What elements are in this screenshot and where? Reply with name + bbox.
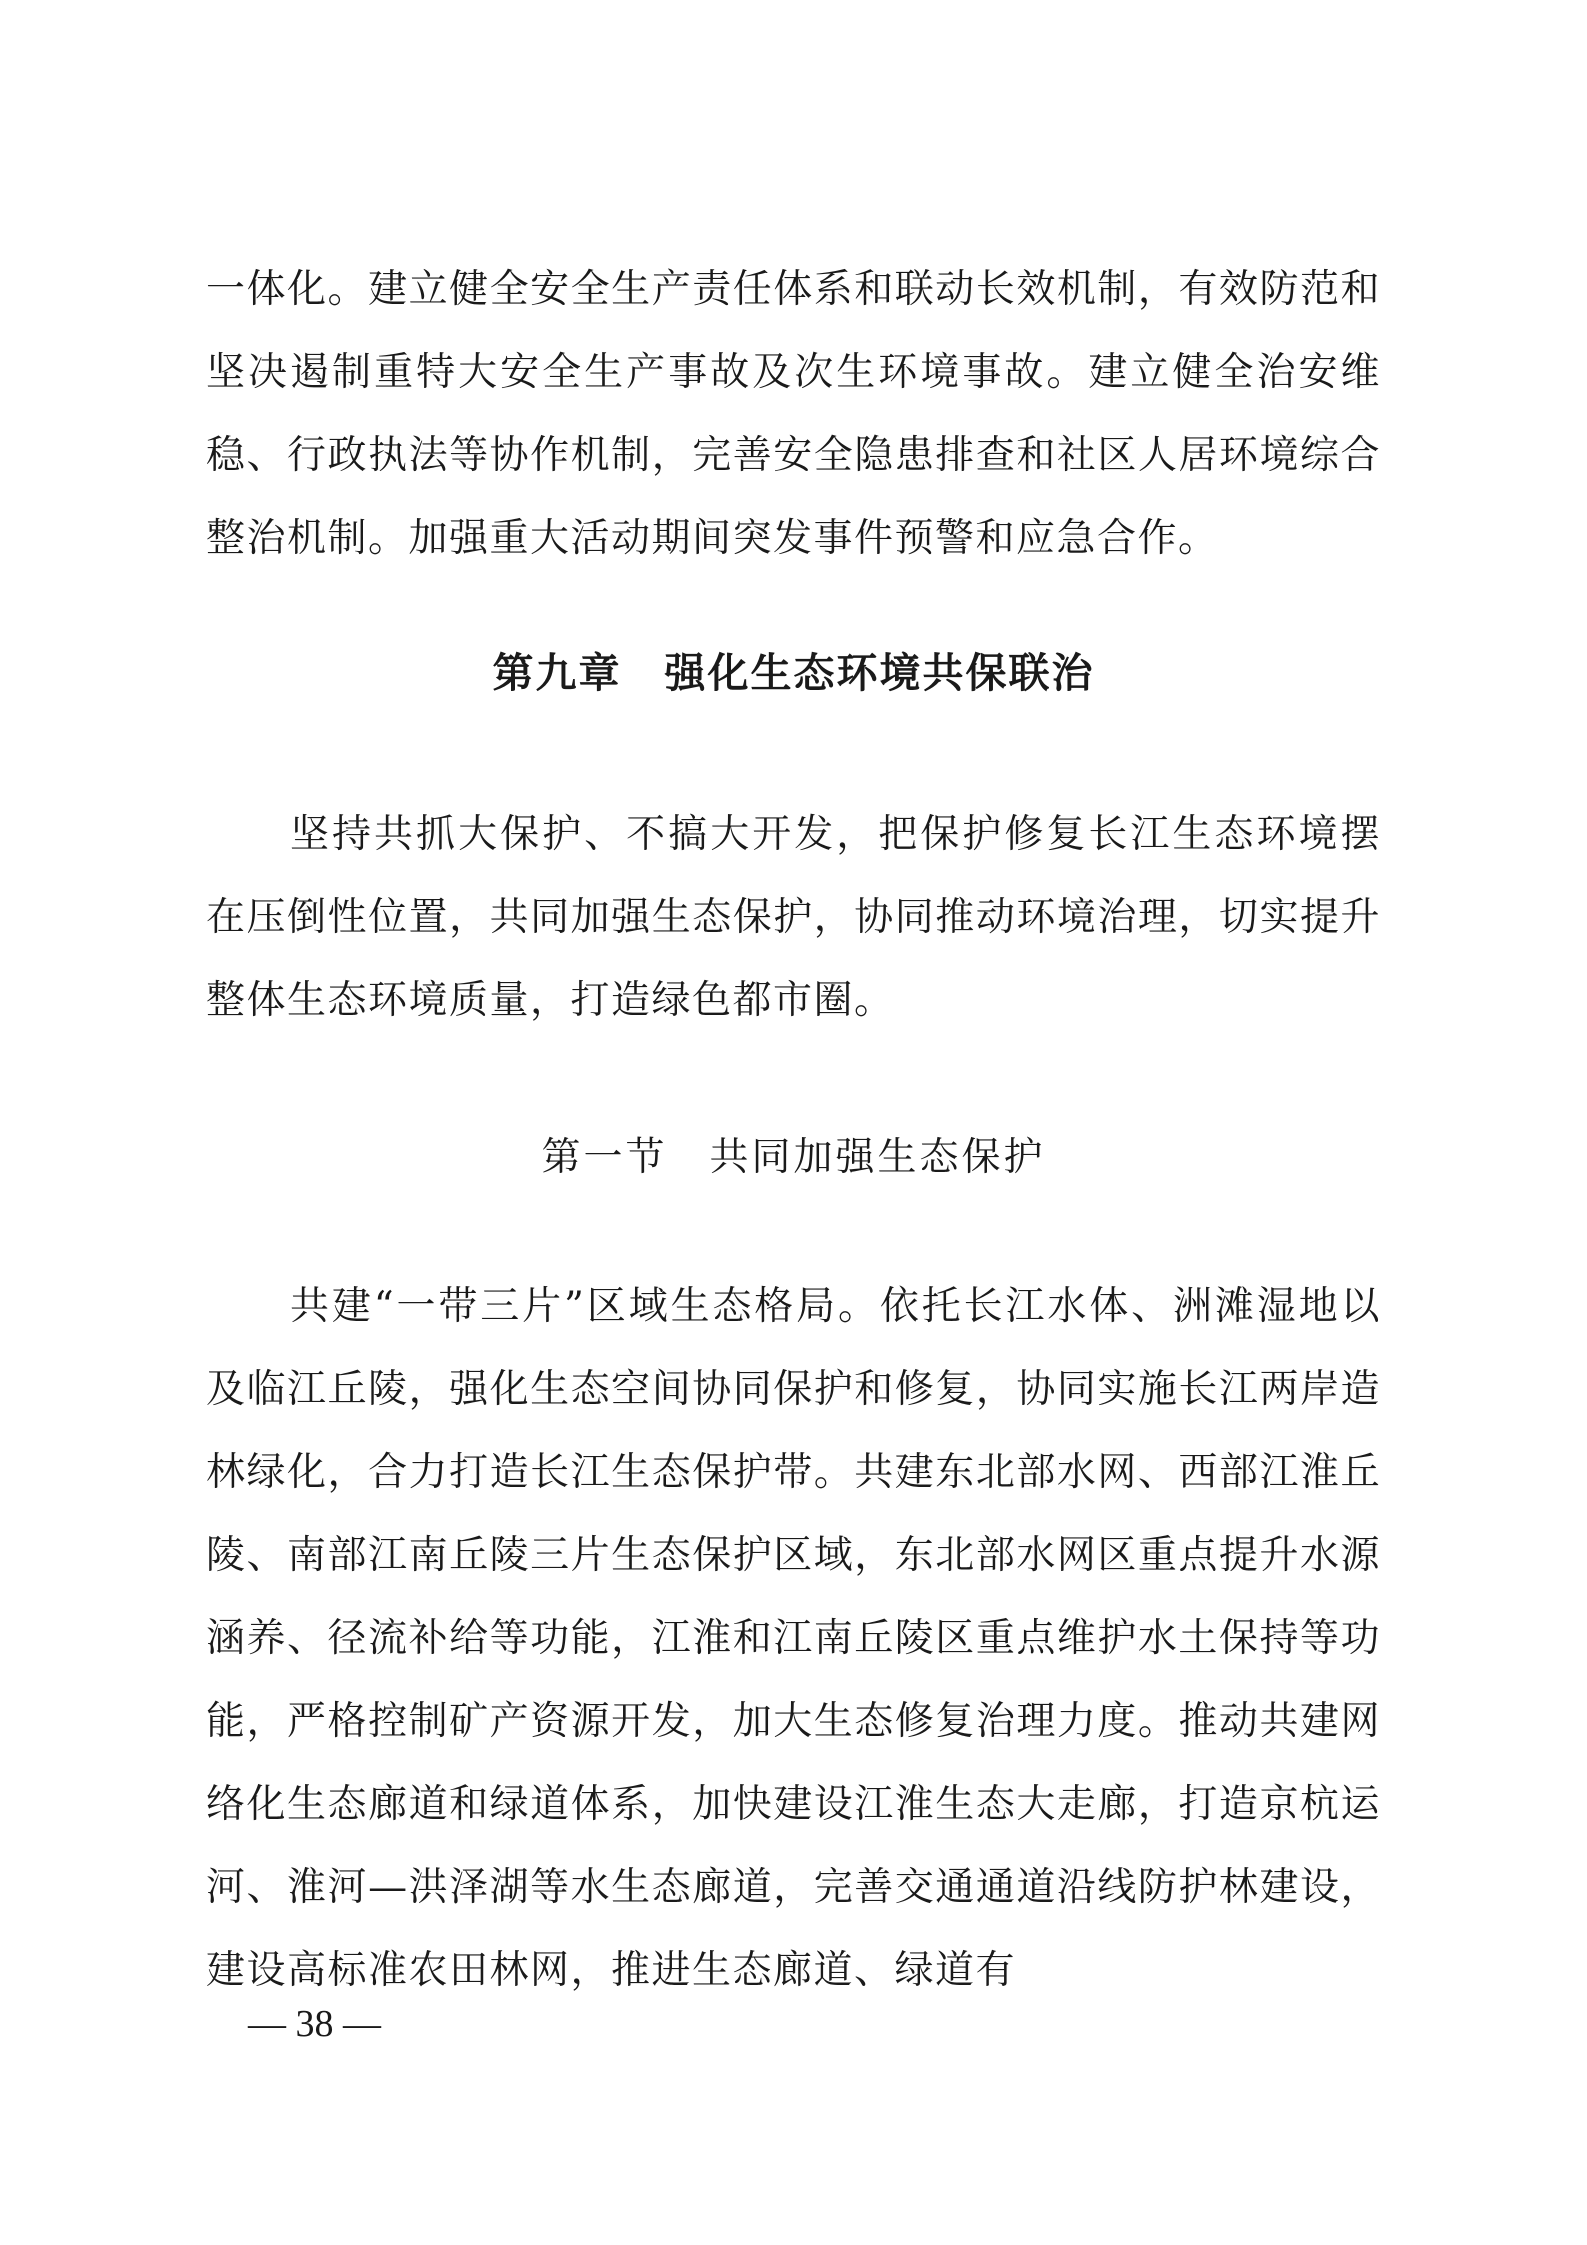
- body-paragraph: 一体化。建立健全安全生产责任体系和联动长效机制，有效防范和坚决遏制重特大安全生产事故及次生环境事故。建立健全治安维稳、行政执法等协作机制，完善安全隐患排查和社区人居环境综合整治机制。加强重大活动期间突发事件预警和应急合作。: [206, 267, 1381, 561]
- chapter-title: 第九章 强化生态环境共保联治: [492, 649, 1095, 697]
- page-number: — 38 —: [248, 2003, 381, 2045]
- section-title: 第一节 共同加强生态保护: [541, 1135, 1046, 1180]
- body-paragraph: 坚持共抓大保护、不搞大开发，把保护修复长江生态环境摆在压倒性位置，共同加强生态保护，协同推动环境治理，切实提升整体生态环境质量，打造绿色都市圈。: [206, 812, 1381, 1023]
- body-paragraph: 共建“一带三片”区域生态格局。依托长江水体、洲滩湿地以及临江丘陵，强化生态空间协同保护和修复，协同实施长江两岸造林绿化，合力打造长江生态保护带。共建东北部水网、西部江淮丘陵、南部江南丘陵三片生态保护区域，东北部水网区重点提升水源涵养、径流补给等功能，江淮和江南丘陵区重点维护水土保持等功能，严格控制矿产资源开发，加大生态修复治理力度。推动共建网络化生态廊道和绿道体系，加快建设江淮生态大走廊，打造京杭运河、淮河—洪泽湖等水生态廊道，完善交通通道沿线防护林建设，建设高标准农田林网，推进生态廊道、绿道有: [206, 1284, 1381, 1993]
